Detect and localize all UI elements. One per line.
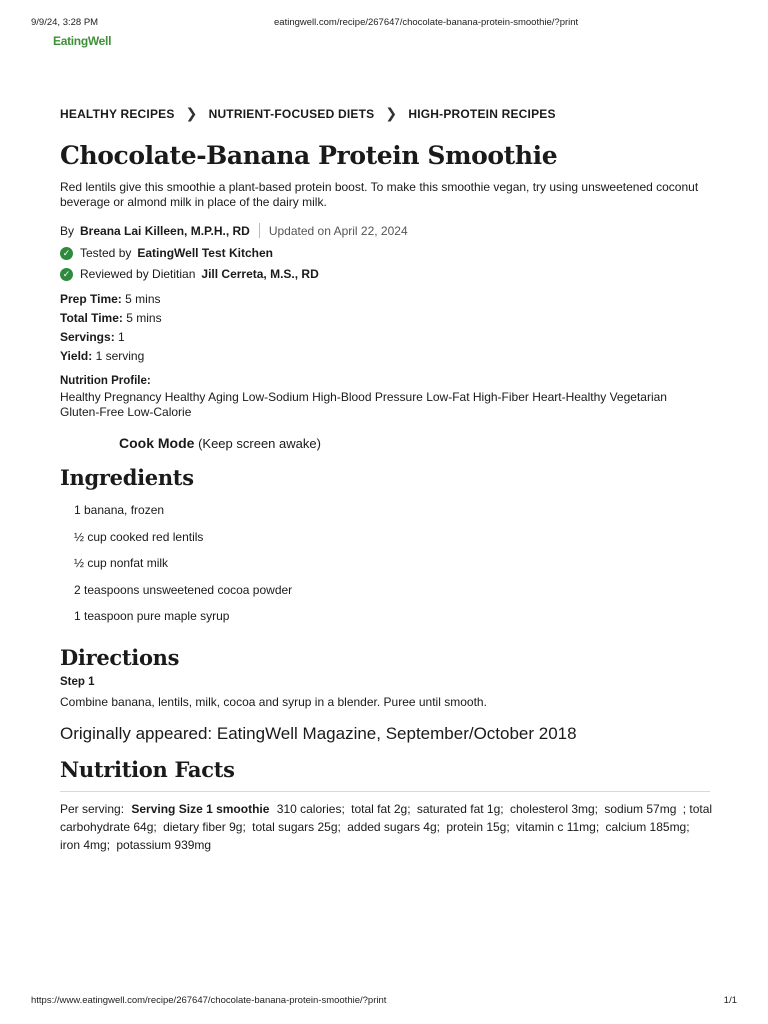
nutrient-item: iron 4mg; (60, 838, 111, 852)
nutrient-item: cholesterol 3mg; (509, 802, 598, 816)
print-datetime: 9/9/24, 3:28 PM (31, 17, 99, 28)
nutrient-item: calcium 185mg; (605, 820, 690, 834)
breadcrumb (60, 105, 556, 122)
serving-size: Serving Size 1 smoothie (131, 802, 270, 816)
prep-time-value: 5 mins (125, 292, 161, 306)
cook-mode-label: Cook Mode (119, 435, 195, 451)
breadcrumb-high-protein-recipes[interactable]: HIGH-PROTEIN RECIPES (408, 106, 556, 121)
nutrition-profile-tags: Healthy Pregnancy Healthy Aging Low-Sodium High-Blood Pressure Low-Fat High-Fiber Heart-Healthy Vegetarian Gluten-Free Low-Calorie (60, 390, 667, 419)
breadcrumb-healthy-recipes[interactable]: HEALTHY RECIPES (60, 106, 175, 121)
ingredient-item: 2 teaspoons unsweetened cocoa powder (74, 582, 293, 597)
nutrient-item: dietary fiber 9g; (163, 820, 246, 834)
recipe-description: Red lentils give this smoothie a plant-based protein boost. To make this smoothie vegan, try using unsweetened coconut beverage or almond milk in place of the dairy milk. (60, 180, 699, 209)
eatingwell-logo[interactable]: EatingWell (53, 34, 112, 48)
prep-time-label: Prep Time: (60, 292, 122, 306)
tested-by-label: Tested by (80, 246, 132, 260)
per-serving-label: Per serving: (60, 802, 125, 816)
tested-by-link[interactable]: EatingWell Test Kitchen (137, 246, 273, 260)
prep-time (60, 292, 161, 306)
reviewed-by-label: Reviewed by Dietitian (80, 267, 196, 281)
divider (60, 791, 710, 792)
nutrient-item: added sugars 4g; (347, 820, 440, 834)
cook-mode-note: (Keep screen awake) (198, 436, 321, 451)
ingredient-item: 1 teaspoon pure maple syrup (74, 609, 230, 623)
nutrient-item: potassium 939mg (116, 838, 212, 852)
ingredients-list (74, 503, 292, 636)
chevron-right-icon: ❯ (385, 105, 398, 121)
nutrition-facts-body (60, 800, 715, 854)
cook-mode-toggle[interactable] (119, 435, 321, 451)
footer-url: https://www.eatingwell.com/recipe/267647/chocolate-banana-protein-smoothie/?print (31, 995, 387, 1006)
print-header (31, 17, 737, 31)
check-badge-icon: ✓ (60, 247, 73, 260)
nutrient-item: vitamin c 11mg; (516, 820, 600, 834)
print-url: eatingwell.com/recipe/267647/chocolate-banana-protein-smoothie/?print (274, 17, 579, 28)
step-text: Combine banana, lentils, milk, cocoa and syrup in a blender. Puree until smooth. (60, 695, 487, 709)
reviewed-by-row (60, 267, 319, 281)
author-link[interactable]: Breana Lai Killeen, M.P.H., RD (80, 223, 250, 238)
servings-value: 1 (118, 330, 125, 344)
total-time-value: 5 mins (126, 311, 162, 325)
nutrient-item: protein 15g; (446, 820, 510, 834)
yield-value: 1 serving (95, 349, 145, 363)
byline (60, 223, 408, 238)
servings (60, 330, 125, 344)
directions-heading: Directions (60, 645, 180, 670)
page-number: 1/1 (723, 995, 737, 1006)
page-title: Chocolate-Banana Protein Smoothie (60, 141, 558, 170)
nutrient-item: ; total carbohydrate 64g; (60, 802, 713, 834)
total-time (60, 311, 162, 325)
nutrient-item: 310 calories; (276, 802, 345, 816)
nutrient-item: total sugars 25g; (252, 820, 341, 834)
tested-by-row (60, 246, 273, 260)
breadcrumb-nutrient-focused-diets[interactable]: NUTRIENT-FOCUSED DIETS (208, 106, 375, 121)
yield-label: Yield: (60, 349, 93, 363)
updated-date: Updated on April 22, 2024 (268, 223, 408, 238)
nutrition-facts-heading: Nutrition Facts (60, 757, 235, 782)
nutrition-profile-label: Nutrition Profile: (60, 375, 151, 387)
check-badge-icon: ✓ (60, 268, 73, 281)
nutrient-item: total fat 2g; (351, 802, 411, 816)
chevron-right-icon: ❯ (185, 105, 198, 121)
nutrient-item: sodium 57mg (604, 802, 677, 816)
total-time-label: Total Time: (60, 311, 123, 325)
ingredient-item: ½ cup nonfat milk (74, 556, 169, 570)
print-footer (31, 995, 737, 1006)
servings-label: Servings: (60, 330, 115, 344)
reviewed-by-link[interactable]: Jill Cerreta, M.S., RD (201, 267, 319, 281)
ingredients-heading: Ingredients (60, 465, 194, 490)
yield (60, 349, 144, 363)
ingredient-item: ½ cup cooked red lentils (74, 529, 204, 544)
originally-appeared: Originally appeared: EatingWell Magazine, September/October 2018 (60, 724, 577, 743)
ingredient-item: 1 banana, frozen (74, 503, 165, 517)
step-label: Step 1 (60, 676, 95, 688)
byline-divider (259, 223, 260, 238)
byline-by: By (60, 223, 75, 238)
nutrient-item: saturated fat 1g; (416, 802, 504, 816)
